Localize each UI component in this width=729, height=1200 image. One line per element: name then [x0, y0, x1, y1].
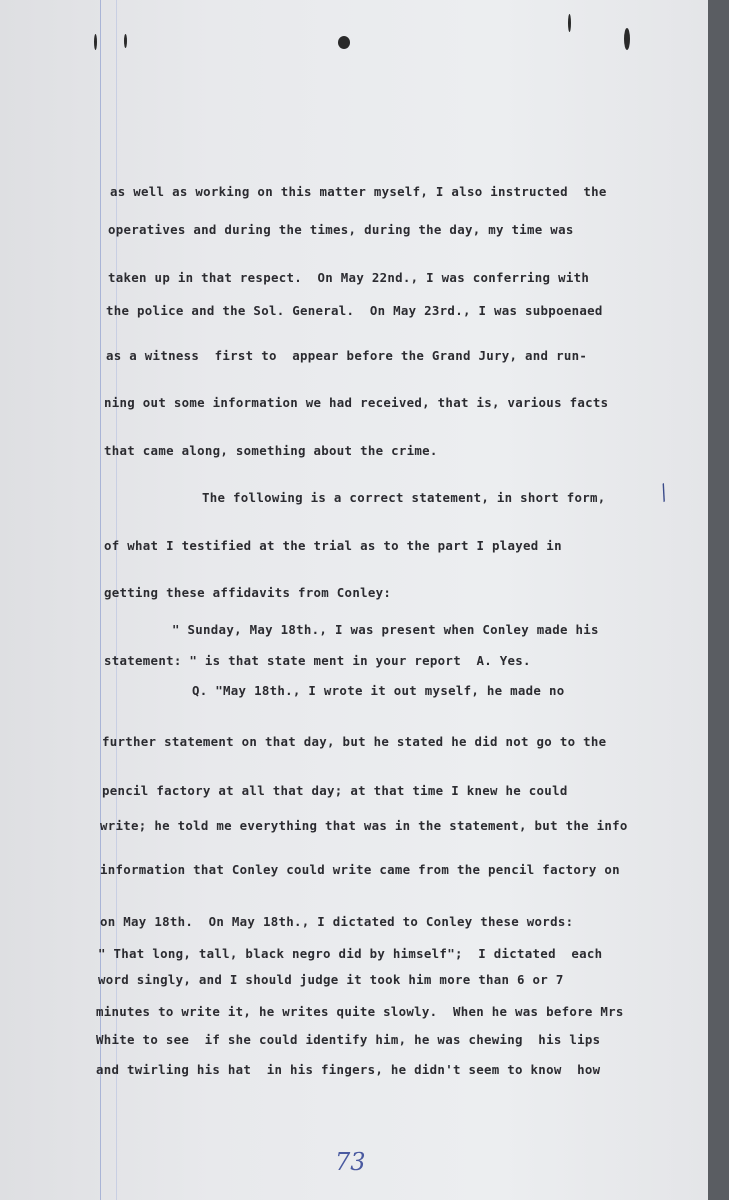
- punch-hole: [338, 36, 350, 49]
- text-line: The following is a correct statement, in short form,: [202, 490, 606, 505]
- text-line: Q. "May 18th., I wrote it out myself, he made no: [192, 683, 565, 698]
- text-line: statement: " is that state ment in your report A. Yes.: [104, 653, 531, 668]
- text-line: as a witness first to appear before the Grand Jury, and run-: [106, 348, 588, 363]
- page-number: 73: [335, 1148, 366, 1176]
- text-line: pencil factory at all that day; at that time I knew he could: [102, 783, 568, 798]
- text-line: word singly, and I should judge it took him more than 6 or 7: [98, 972, 564, 987]
- text-line: ning out some information we had received, that is, various facts: [104, 395, 609, 410]
- text-line: White to see if she could identify him, he was chewing his lips: [96, 1032, 601, 1047]
- text-line: getting these affidavits from Conley:: [104, 585, 392, 600]
- text-line: the police and the Sol. General. On May 23rd., I was subpoenaed: [106, 303, 603, 318]
- margin-rule: [100, 0, 101, 1200]
- text-line: of what I testified at the trial as to the part I played in: [104, 538, 562, 553]
- text-line: minutes to write it, he writes quite slowly. When he was before Mrs: [96, 1004, 624, 1019]
- text-line: write; he told me everything that was in the statement, but the info: [100, 818, 628, 833]
- punch-hole: [568, 14, 571, 32]
- punch-hole: [124, 34, 127, 48]
- text-line: " Sunday, May 18th., I was present when Conley made his: [172, 622, 599, 637]
- text-line: on May 18th. On May 18th., I dictated to Conley these words:: [100, 914, 574, 929]
- margin-rule: [116, 0, 117, 1200]
- text-line: that came along, something about the crime.: [104, 443, 438, 458]
- text-line: further statement on that day, but he stated he did not go to the: [102, 734, 607, 749]
- punch-hole: [94, 34, 97, 50]
- text-line: taken up in that respect. On May 22nd., I was conferring with: [108, 270, 590, 285]
- text-line: and twirling his hat in his fingers, he didn't seem to know how: [96, 1062, 601, 1077]
- text-line: operatives and during the times, during the day, my time was: [108, 222, 574, 237]
- check-mark: /: [654, 479, 673, 505]
- punch-hole: [624, 28, 630, 50]
- text-line: " That long, tall, black negro did by himself"; I dictated each: [98, 946, 603, 961]
- text-line: information that Conley could write came from the pencil factory on: [100, 862, 620, 877]
- text-line: as well as working on this matter myself, I also instructed the: [110, 184, 607, 199]
